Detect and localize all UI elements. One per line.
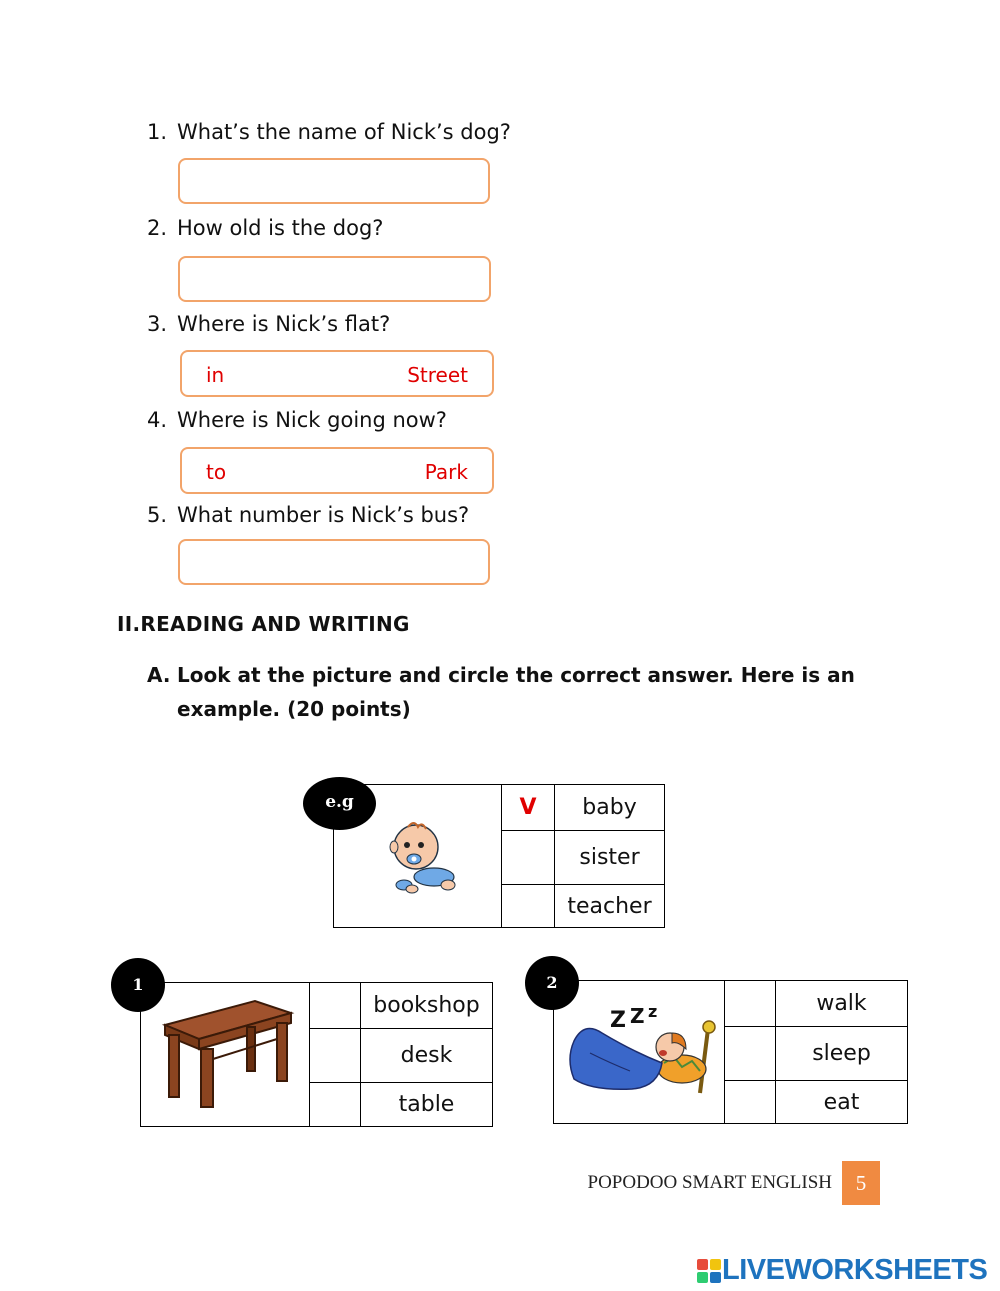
question-4 (147, 408, 447, 432)
option-word: eat (776, 1081, 908, 1124)
sleeping-picture-cell (554, 981, 725, 1124)
question-2 (147, 216, 383, 240)
option-word: walk (776, 981, 908, 1027)
liveworksheets-logo[interactable] (696, 1254, 987, 1287)
check-cell[interactable] (310, 1083, 361, 1127)
answer-box-1[interactable] (178, 158, 490, 204)
answer-input-4[interactable] (242, 452, 416, 491)
liveworksheets-logo-text: LIVEWORKSHEETS (722, 1254, 988, 1286)
question-text: What number is Nick’s bus? (177, 503, 470, 527)
instruction-line-1: Look at the picture and circle the correct answer. Here is an (177, 663, 855, 687)
sleeping-boy-icon (560, 993, 720, 1103)
question-3 (147, 312, 390, 336)
question-number: 5. (147, 503, 168, 527)
question-number: 1. (147, 120, 168, 144)
svg-text:z: z (648, 1002, 658, 1021)
example-table (333, 784, 665, 928)
question-number: 3. (147, 312, 168, 336)
question-text: Where is Nick’s flat? (177, 312, 391, 336)
check-cell[interactable] (502, 831, 555, 885)
question-text: Where is Nick going now? (177, 408, 447, 432)
item-2-badge: 2 (525, 956, 579, 1010)
liveworksheets-logo-icon (696, 1258, 722, 1284)
question-text: How old is the dog? (177, 216, 384, 240)
wooden-table-icon (155, 997, 295, 1112)
svg-text:Z: Z (630, 1004, 645, 1028)
answer-suffix: Street (407, 363, 468, 387)
table-picture-cell (141, 983, 310, 1127)
answer-input-1[interactable] (190, 163, 482, 201)
check-cell[interactable] (725, 981, 776, 1027)
question-number: 4. (147, 408, 168, 432)
section-title: II.READING AND WRITING (117, 612, 410, 636)
check-cell[interactable] (725, 1081, 776, 1124)
item-2-table (553, 980, 908, 1124)
answer-suffix: Park (424, 460, 468, 484)
answer-box-4[interactable] (180, 447, 494, 494)
answer-box-3[interactable] (180, 350, 494, 397)
instruction (147, 658, 877, 726)
instruction-line-2: example. (20 points) (177, 697, 411, 721)
option-word: sister (555, 831, 665, 885)
option-word: teacher (555, 885, 665, 928)
check-cell[interactable] (310, 1029, 361, 1083)
option-word: table (361, 1083, 493, 1127)
option-word: baby (555, 785, 665, 831)
item-1-badge: 1 (111, 958, 165, 1012)
item-1-table (140, 982, 493, 1127)
check-cell[interactable] (725, 1027, 776, 1081)
answer-box-5[interactable] (178, 539, 490, 585)
question-1 (147, 120, 511, 144)
answer-input-2[interactable] (190, 261, 483, 299)
question-5 (147, 503, 469, 527)
answer-input-3[interactable] (242, 355, 406, 394)
instruction-letter: A. (147, 663, 171, 687)
baby-icon (386, 815, 466, 895)
example-badge: e.g (303, 777, 376, 830)
answer-box-2[interactable] (178, 256, 491, 302)
answer-prefix: to (206, 460, 227, 484)
page-number: 5 (842, 1161, 880, 1205)
option-word: sleep (776, 1027, 908, 1081)
option-word: bookshop (361, 983, 493, 1029)
question-number: 2. (147, 216, 168, 240)
check-cell[interactable] (502, 885, 555, 928)
question-text: What’s the name of Nick’s dog? (177, 120, 511, 144)
check-cell[interactable]: V (502, 785, 555, 831)
answer-prefix: in (206, 363, 225, 387)
check-cell[interactable] (310, 983, 361, 1029)
answer-input-5[interactable] (190, 544, 482, 582)
svg-text:Z: Z (610, 1008, 626, 1033)
option-word: desk (361, 1029, 493, 1083)
footer-brand: POPODOO SMART ENGLISH (587, 1172, 832, 1193)
